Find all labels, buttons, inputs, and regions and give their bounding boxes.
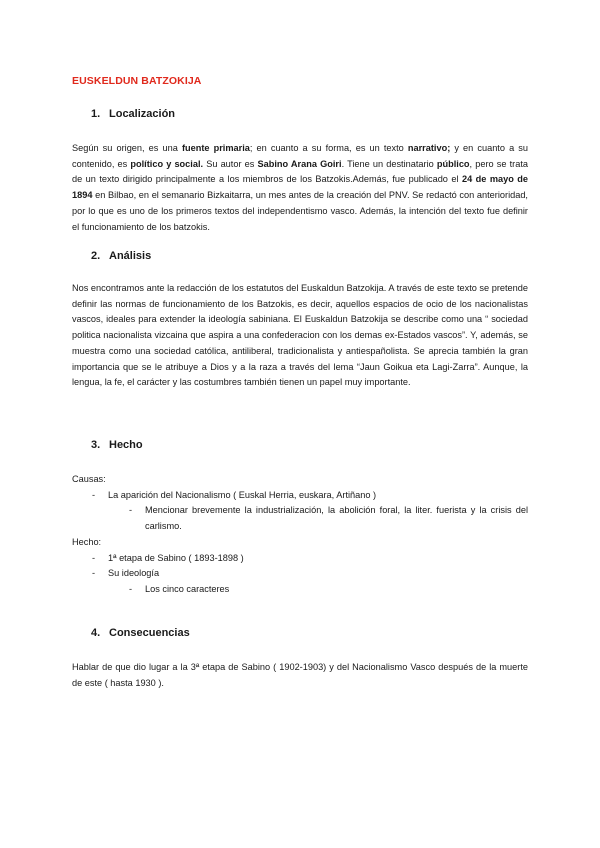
hecho-item: Su ideología — [108, 568, 160, 578]
document-title: EUSKELDUN BATZOKIJA — [72, 75, 202, 87]
section-number: 1. — [91, 108, 101, 120]
section-number: 2. — [91, 250, 101, 262]
bullet-dash: - — [129, 584, 133, 594]
bold-run: público — [436, 158, 470, 169]
bullet-dash: - — [92, 553, 96, 563]
section-number: 4. — [91, 627, 101, 639]
consecuencias-paragraph: Hablar de que dio lugar a la 3ª etapa de Sabino ( 1902-1903) y del Nacionalismo Vasco después de la muerte de este ( hasta 1930 ). — [72, 662, 528, 688]
section-number: 3. — [91, 439, 101, 451]
bold-run: político y social. — [130, 158, 204, 169]
section-title: Análisis — [109, 250, 152, 262]
bullet-dash: - — [129, 505, 133, 515]
section-heading-localizacion — [91, 108, 175, 120]
section-heading-consecuencias — [91, 627, 190, 639]
causas-label: Causas: — [72, 474, 106, 484]
bold-run: fuente primaria — [181, 143, 250, 153]
localizacion-paragraph — [72, 141, 528, 235]
section-title: Hecho — [109, 439, 143, 451]
bullet-dash: - — [92, 490, 96, 500]
causa-subitem: Mencionar brevemente la industrialización, la abolición foral, la liter. fuerista y la crisis del carlismo. — [145, 505, 528, 531]
hecho-item: 1ª etapa de Sabino ( 1893-1898 ) — [108, 553, 244, 563]
text-run: y en cuanto a su contenido, es — [72, 143, 528, 169]
section-title: Localización — [109, 108, 176, 120]
text-run: , pero se trata de un texto dirigido principalmente a los miembros de los Batzokis.Además, fue publicado el — [72, 158, 528, 185]
hecho-subitem: Los cinco caracteres — [145, 584, 230, 594]
text-run: en Bilbao, en el semanario Bizkaitarra, un mes antes de la creación del PNV. Se redactó con anterioridad, por lo que es uno de los primeros textos del independentismo vasco. Además, la intención del texto fue definir el funcionamiento de los batzokis. — [72, 190, 528, 232]
hecho-label: Hecho: — [72, 537, 102, 547]
bullet-dash: - — [92, 568, 96, 578]
bold-run: narrativo; — [407, 143, 455, 153]
causa-item: La aparición del Nacionalismo ( Euskal Herria, euskara, Artiñano ) — [108, 490, 377, 500]
bold-run: Sabino Arana Goiri — [257, 158, 342, 169]
section-heading-analisis — [91, 250, 151, 262]
text-run: Según su origen, es una — [72, 143, 182, 153]
text-run: ; en cuanto a su forma, es un texto — [249, 143, 408, 153]
text-run: Su autor es — [203, 158, 258, 169]
analisis-paragraph: Nos encontramos ante la redacción de los estatutos del Euskaldun Batzokija. A través de este texto se pretende definir las normas de funcionamiento de los Batzokis, es decir, aquellos espacios de ocio de los nacionalistas vascos, ideales para extender la ideología sabiniana. El Euskaldun Batzokija se describe como una “ sociedad politica nacionalista vizcaina que aspira a una confederacion con los demas ex-Estados vascos”. Y, además, se muestra como una sociedad católica, antiliberal, tradicionalista y antiespañolista. Se aprecia también la gran importancia que se le atribuye a Dios y a la raza a través del lema “Jaun Goikua eta Lagi-Zarra”. Aunque, la lengua, la fe, el carácter y las costumbres también tienen un papel muy importante. — [72, 283, 528, 388]
section-title: Consecuencias — [109, 627, 190, 639]
section-heading-hecho — [91, 439, 143, 451]
bold-run: 24 de mayo de 1894 — [72, 174, 528, 201]
text-run: . Tiene un destinatario — [341, 158, 437, 169]
